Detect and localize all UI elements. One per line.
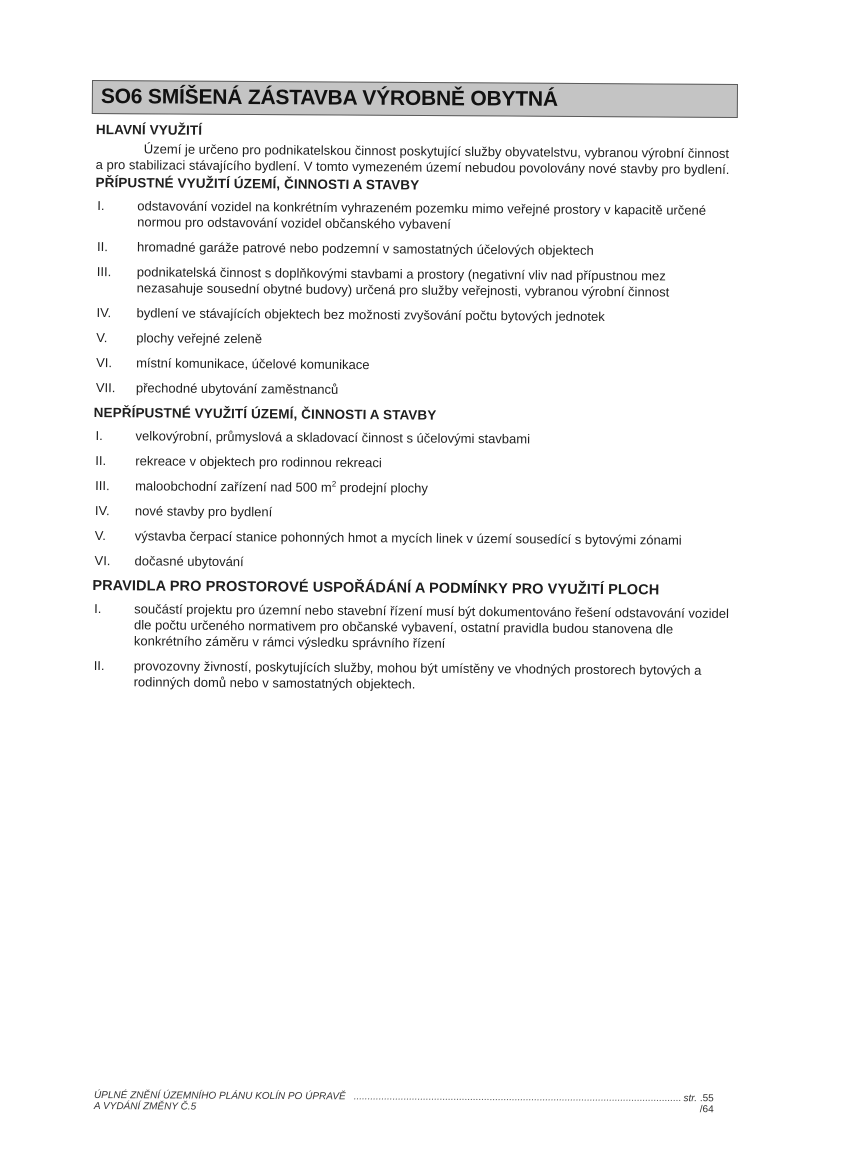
item-number: I. <box>94 601 102 617</box>
list-item <box>95 198 735 235</box>
list-item <box>93 428 733 449</box>
permitted-section <box>94 175 736 401</box>
permitted-list <box>94 198 736 401</box>
item-text: plochy veřejné zeleně <box>136 330 263 347</box>
item-text-part: prodejní plochy <box>336 479 429 496</box>
document-body <box>91 122 736 704</box>
footer-document-title: ÚPLNÉ ZNĚNÍ ÚZEMNÍHO PLÁNU KOLÍN PO ÚPRAVĚ A VYDÁNÍ ZMĚNY Č.5 <box>93 1090 346 1113</box>
rules-section <box>92 578 733 695</box>
list-item <box>94 305 734 326</box>
list-item <box>93 503 733 524</box>
item-number: IV. <box>94 503 110 519</box>
item-number: III. <box>95 478 110 494</box>
item-text: výstavba čerpací stanice pohonných hmot a mycích linek v území sousedící s bytovými zónami <box>134 528 682 548</box>
list-item <box>95 239 735 260</box>
item-text: podnikatelská činnost s doplňkovými stavbami a prostory (negativní vliv nad přípustnou mez nezasahuje sousední obytné budovy) určená pro služby veřejnosti, vybranou výrobní činnost <box>136 264 670 300</box>
item-text: součástí projektu pro územní nebo stavební řízení musí být dokumentováno řešení odstavování vozidel dle počtu určeného normativem pro občanské vybavení, ostatní pravidla budou stanovena dle konkrétního záměru v rámci výsledku správního řízení <box>133 601 729 651</box>
item-text: hromadné garáže patrové nebo podzemní v samostatných účelových objektech <box>136 239 594 258</box>
superscript: 2 <box>331 479 337 489</box>
item-text: místní komunikace, účelové komunikace <box>136 355 370 373</box>
item-number: IV. <box>96 305 112 321</box>
item-text: bydlení ve stávajících objektech bez možnosti zvyšování počtu bytových jednotek <box>136 305 605 325</box>
footer-page-label: str. <box>683 1093 698 1105</box>
item-number: II. <box>93 657 105 674</box>
rules-heading: PRAVIDLA PRO PROSTOROVÉ USPOŘÁDÁNÍ A PODMÍNKY PRO VYUŽITÍ PLOCH <box>92 577 660 599</box>
footer-leader-dots: ...................................................................................................................... <box>353 1091 682 1105</box>
item-number: V. <box>96 330 108 346</box>
not-permitted-list <box>92 428 733 574</box>
item-text: provozovny živností, poskytujících služby, mohou být umístěny ve vhodných prostorech bytových a rodinných domů nebo v samostatných objektech. <box>133 658 702 692</box>
item-text: dočasné ubytování <box>134 553 244 570</box>
not-permitted-heading: NEPŘÍPUSTNÉ VYUŽITÍ ÚZEMÍ, ČINNOSTI A STAVBY <box>93 404 437 423</box>
main-use-heading: HLAVNÍ VYUŽITÍ <box>95 122 203 138</box>
permitted-heading: PŘÍPUSTNÉ VYUŽITÍ ÚZEMÍ, ČINNOSTI A STAVBY <box>95 174 420 193</box>
item-text: přechodné ubytování zaměstnanců <box>135 380 339 397</box>
item-number: V. <box>94 528 106 544</box>
item-number: VII. <box>95 380 116 396</box>
item-text: odstavování vozidel na konkrétním vyhrazeném pozemku mimo veřejné prostory v kapacitě určené normou pro odstavování vozidel občanského vybavení <box>137 198 707 232</box>
list-item <box>92 553 732 574</box>
item-text-part: maloobchodní zařízení nad 500 m <box>135 478 332 495</box>
page-title: SO6 SMÍŠENÁ ZÁSTAVBA VÝROBNĚ OBYTNÁ <box>100 85 558 111</box>
list-item <box>94 330 734 351</box>
list-item <box>92 658 732 695</box>
item-number: III. <box>96 264 112 280</box>
item-text <box>135 478 733 499</box>
item-text: rekreace v objektech pro rodinnou rekreaci <box>135 453 382 471</box>
item-text: velkovýrobní, průmyslová a skladovací činnost s účelovými stavbami <box>135 428 531 447</box>
section-title-bar <box>92 80 738 118</box>
page-footer <box>94 1090 722 1115</box>
list-item <box>93 478 733 499</box>
rules-list <box>92 601 733 695</box>
item-number: II. <box>95 453 107 469</box>
item-text: nové stavby pro bydlení <box>134 503 273 520</box>
list-item <box>92 601 732 654</box>
list-item <box>93 528 733 549</box>
list-item <box>93 453 733 474</box>
main-use-section <box>96 122 736 178</box>
item-number: VI. <box>96 355 113 371</box>
list-item <box>94 380 734 401</box>
item-number: II. <box>96 239 108 255</box>
item-number: I. <box>97 198 105 214</box>
item-number: I. <box>95 428 103 444</box>
not-permitted-section <box>92 405 733 574</box>
list-item <box>94 355 734 376</box>
item-number: VI. <box>94 553 111 569</box>
footer-page-number: .55 /64 <box>699 1093 714 1116</box>
main-use-text: Území je určeno pro podnikatelskou činnost poskytující služby obyvatelstvu, vybranou výrobní činnost a pro stabilizaci stávajícího bydlení. V tomto vymezeném území nebudou povolovány nové stavby pro bydlení. <box>95 141 730 177</box>
list-item <box>95 264 735 301</box>
